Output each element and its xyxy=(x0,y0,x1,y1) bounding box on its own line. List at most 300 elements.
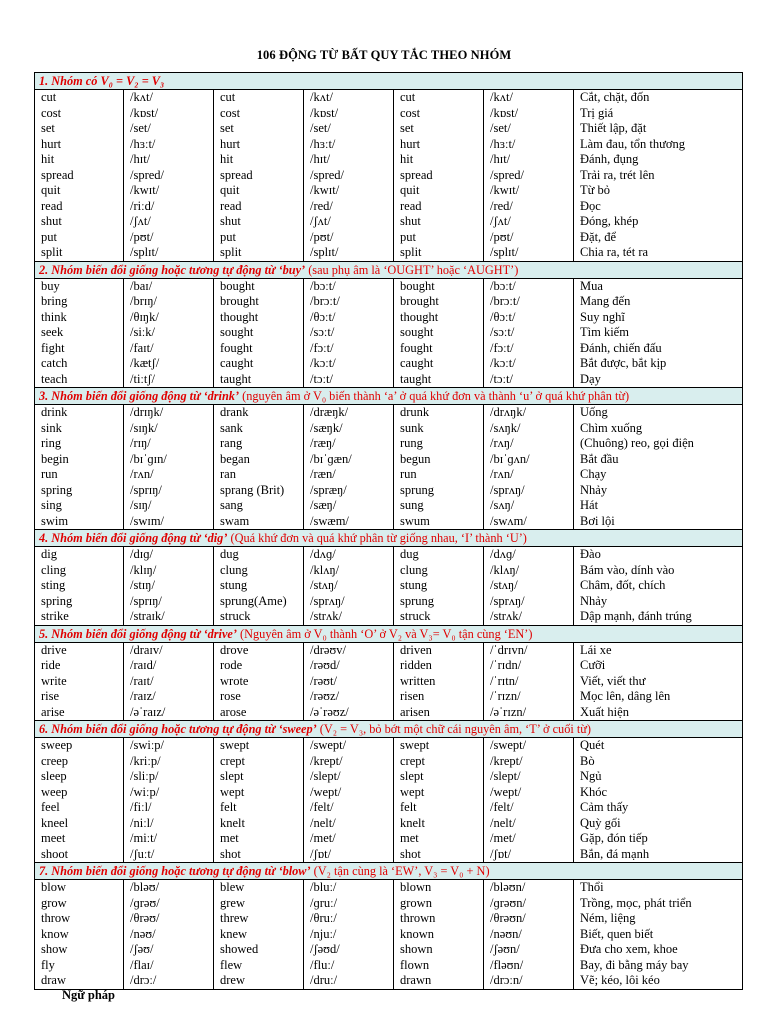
past-form-cell: ran xyxy=(214,467,304,483)
participle-form-cell: taught xyxy=(394,372,484,388)
past-form-cell: sought xyxy=(214,325,304,341)
base-form-cell: cost xyxy=(35,106,124,122)
base-form-cell: arise xyxy=(35,705,124,721)
base-form-cell: kneel xyxy=(35,816,124,832)
verb-row xyxy=(35,927,743,943)
base-form-cell: sink xyxy=(35,421,124,437)
meaning-cell: Đánh, đụng xyxy=(574,152,743,168)
participle-ipa-cell: /met/ xyxy=(484,831,574,847)
participle-form-cell: flown xyxy=(394,958,484,974)
base-form-cell: know xyxy=(35,927,124,943)
participle-form-cell: sprung xyxy=(394,483,484,499)
base-ipa-cell: /drɪŋk/ xyxy=(124,405,214,421)
past-form-cell: rode xyxy=(214,658,304,674)
meaning-cell: Đọc xyxy=(574,199,743,215)
base-ipa-cell: /ʃəʊ/ xyxy=(124,942,214,958)
meaning-cell: Ném, liệng xyxy=(574,911,743,927)
participle-ipa-cell: /ˈrɪdn/ xyxy=(484,658,574,674)
past-ipa-cell: /kʌt/ xyxy=(304,90,394,106)
participle-form-cell: driven xyxy=(394,642,484,658)
base-form-cell: write xyxy=(35,674,124,690)
meaning-cell: Châm, đốt, chích xyxy=(574,578,743,594)
base-ipa-cell: /nəʊ/ xyxy=(124,927,214,943)
base-ipa-cell: /bləʊ/ xyxy=(124,880,214,896)
meaning-cell: Uống xyxy=(574,405,743,421)
section-note: (V₂ = V₃, bỏ bớt một chữ cái nguyên âm, ‘T’ ở cuối từ) xyxy=(316,722,592,736)
base-ipa-cell: /sliːp/ xyxy=(124,769,214,785)
past-form-cell: shut xyxy=(214,214,304,230)
base-ipa-cell: /set/ xyxy=(124,121,214,137)
past-ipa-cell: /əˈrəʊz/ xyxy=(304,705,394,721)
meaning-cell: Thổi xyxy=(574,880,743,896)
verb-row xyxy=(35,880,743,896)
verb-row xyxy=(35,106,743,122)
base-ipa-cell: /bɪˈɡɪn/ xyxy=(124,452,214,468)
participle-ipa-cell: /drʌŋk/ xyxy=(484,405,574,421)
base-form-cell: fly xyxy=(35,958,124,974)
participle-ipa-cell: /wept/ xyxy=(484,785,574,801)
past-ipa-cell: /sɔːt/ xyxy=(304,325,394,341)
base-form-cell: cling xyxy=(35,563,124,579)
verb-row xyxy=(35,896,743,912)
past-ipa-cell: /set/ xyxy=(304,121,394,137)
past-ipa-cell: /wept/ xyxy=(304,785,394,801)
participle-ipa-cell: /stʌŋ/ xyxy=(484,578,574,594)
base-form-cell: sleep xyxy=(35,769,124,785)
verb-row xyxy=(35,816,743,832)
verb-row xyxy=(35,436,743,452)
verb-row xyxy=(35,356,743,372)
past-form-cell: felt xyxy=(214,800,304,816)
page-title: 106 ĐỘNG TỪ BẤT QUY TẮC THEO NHÓM xyxy=(256,48,512,62)
base-ipa-cell: /rɪŋ/ xyxy=(124,436,214,452)
base-form-cell: feel xyxy=(35,800,124,816)
participle-ipa-cell: /ˈdrɪvn/ xyxy=(484,642,574,658)
meaning-cell: Quỳ gối xyxy=(574,816,743,832)
past-ipa-cell: /ʃʌt/ xyxy=(304,214,394,230)
base-ipa-cell: /siːk/ xyxy=(124,325,214,341)
participle-form-cell: run xyxy=(394,467,484,483)
past-form-cell: blew xyxy=(214,880,304,896)
past-ipa-cell: /ʃɒt/ xyxy=(304,847,394,863)
base-ipa-cell: /sɪŋk/ xyxy=(124,421,214,437)
past-form-cell: knelt xyxy=(214,816,304,832)
participle-form-cell: thrown xyxy=(394,911,484,927)
past-form-cell: sang xyxy=(214,498,304,514)
participle-ipa-cell: /ˈrɪtn/ xyxy=(484,674,574,690)
verb-row xyxy=(35,514,743,530)
participle-ipa-cell: /sɔːt/ xyxy=(484,325,574,341)
participle-form-cell: swept xyxy=(394,738,484,754)
base-ipa-cell: /drɔː/ xyxy=(124,973,214,989)
meaning-cell: Hát xyxy=(574,498,743,514)
participle-form-cell: sung xyxy=(394,498,484,514)
section-header-cell xyxy=(35,261,743,278)
past-form-cell: swam xyxy=(214,514,304,530)
verb-row xyxy=(35,800,743,816)
base-form-cell: show xyxy=(35,942,124,958)
participle-form-cell: ridden xyxy=(394,658,484,674)
participle-form-cell: cut xyxy=(394,90,484,106)
participle-form-cell: met xyxy=(394,831,484,847)
past-form-cell: read xyxy=(214,199,304,215)
base-ipa-cell: /brɪŋ/ xyxy=(124,294,214,310)
meaning-cell: Bay, đi bằng máy bay xyxy=(574,958,743,974)
participle-form-cell: slept xyxy=(394,769,484,785)
base-form-cell: weep xyxy=(35,785,124,801)
participle-ipa-cell: /sprʌŋ/ xyxy=(484,483,574,499)
participle-ipa-cell: /swept/ xyxy=(484,738,574,754)
past-form-cell: wrote xyxy=(214,674,304,690)
past-form-cell: struck xyxy=(214,609,304,625)
participle-ipa-cell: /sʌŋ/ xyxy=(484,498,574,514)
meaning-cell: Mang đến xyxy=(574,294,743,310)
participle-form-cell: grown xyxy=(394,896,484,912)
base-form-cell: spring xyxy=(35,594,124,610)
meaning-cell: Bắt được, bắt kịp xyxy=(574,356,743,372)
participle-form-cell: swum xyxy=(394,514,484,530)
verb-row xyxy=(35,294,743,310)
meaning-cell: Xuất hiện xyxy=(574,705,743,721)
meaning-cell: Chia ra, tét ra xyxy=(574,245,743,261)
verb-row xyxy=(35,405,743,421)
verb-row xyxy=(35,594,743,610)
verb-row xyxy=(35,785,743,801)
participle-form-cell: felt xyxy=(394,800,484,816)
verb-row xyxy=(35,738,743,754)
meaning-cell: Lái xe xyxy=(574,642,743,658)
past-form-cell: drove xyxy=(214,642,304,658)
meaning-cell: Tìm kiếm xyxy=(574,325,743,341)
participle-ipa-cell: /dʌɡ/ xyxy=(484,547,574,563)
base-ipa-cell: /sprɪŋ/ xyxy=(124,594,214,610)
past-ipa-cell: /stʌŋ/ xyxy=(304,578,394,594)
participle-ipa-cell: /red/ xyxy=(484,199,574,215)
past-form-cell: spread xyxy=(214,168,304,184)
past-ipa-cell: /kwɪt/ xyxy=(304,183,394,199)
verb-row xyxy=(35,831,743,847)
meaning-cell: Nhảy xyxy=(574,483,743,499)
participle-form-cell: drunk xyxy=(394,405,484,421)
verb-row xyxy=(35,689,743,705)
base-ipa-cell: /swɪm/ xyxy=(124,514,214,530)
base-form-cell: swim xyxy=(35,514,124,530)
past-form-cell: shot xyxy=(214,847,304,863)
meaning-cell: Trải ra, trét lên xyxy=(574,168,743,184)
participle-form-cell: read xyxy=(394,199,484,215)
past-form-cell: taught xyxy=(214,372,304,388)
past-form-cell: hit xyxy=(214,152,304,168)
participle-ipa-cell: /ʃəʊn/ xyxy=(484,942,574,958)
footer-label: Ngữ pháp xyxy=(62,988,116,1002)
past-ipa-cell: /kɔːt/ xyxy=(304,356,394,372)
participle-ipa-cell: /əˈrɪzn/ xyxy=(484,705,574,721)
section-header xyxy=(35,863,743,880)
participle-form-cell: hit xyxy=(394,152,484,168)
base-ipa-cell: /pʊt/ xyxy=(124,230,214,246)
meaning-cell: Suy nghĩ xyxy=(574,310,743,326)
base-form-cell: hit xyxy=(35,152,124,168)
base-form-cell: drive xyxy=(35,642,124,658)
participle-form-cell: quit xyxy=(394,183,484,199)
meaning-cell: Cưỡi xyxy=(574,658,743,674)
base-form-cell: think xyxy=(35,310,124,326)
base-form-cell: run xyxy=(35,467,124,483)
past-form-cell: knew xyxy=(214,927,304,943)
section-heading: 6. Nhóm biến đổi giống hoặc tương tự động từ ‘sweep’ xyxy=(39,722,317,736)
past-form-cell: caught xyxy=(214,356,304,372)
section-header-cell xyxy=(35,721,743,738)
past-ipa-cell: /hɜːt/ xyxy=(304,137,394,153)
verb-row xyxy=(35,958,743,974)
participle-form-cell: blown xyxy=(394,880,484,896)
past-form-cell: showed xyxy=(214,942,304,958)
participle-form-cell: shown xyxy=(394,942,484,958)
base-ipa-cell: /θrəʊ/ xyxy=(124,911,214,927)
base-form-cell: shut xyxy=(35,214,124,230)
participle-ipa-cell: /kʌt/ xyxy=(484,90,574,106)
base-form-cell: read xyxy=(35,199,124,215)
participle-ipa-cell: /ˈrɪzn/ xyxy=(484,689,574,705)
meaning-cell: Từ bỏ xyxy=(574,183,743,199)
base-form-cell: fight xyxy=(35,341,124,357)
participle-form-cell: shut xyxy=(394,214,484,230)
participle-ipa-cell: /ʃɒt/ xyxy=(484,847,574,863)
meaning-cell: Vẽ; kéo, lôi kéo xyxy=(574,973,743,989)
past-ipa-cell: /sæŋk/ xyxy=(304,421,394,437)
verb-row xyxy=(35,658,743,674)
base-ipa-cell: /draɪv/ xyxy=(124,642,214,658)
participle-ipa-cell: /sprʌŋ/ xyxy=(484,594,574,610)
base-form-cell: cut xyxy=(35,90,124,106)
verb-row xyxy=(35,452,743,468)
past-form-cell: slept xyxy=(214,769,304,785)
meaning-cell: Đánh, chiến đấu xyxy=(574,341,743,357)
past-ipa-cell: /strʌk/ xyxy=(304,609,394,625)
past-form-cell: flew xyxy=(214,958,304,974)
base-ipa-cell: /straɪk/ xyxy=(124,609,214,625)
base-ipa-cell: /tiːtʃ/ xyxy=(124,372,214,388)
base-ipa-cell: /swiːp/ xyxy=(124,738,214,754)
section-header-cell xyxy=(35,388,743,405)
verb-row xyxy=(35,674,743,690)
meaning-cell: Nhảy xyxy=(574,594,743,610)
participle-form-cell: rung xyxy=(394,436,484,452)
past-ipa-cell: /fluː/ xyxy=(304,958,394,974)
verb-row xyxy=(35,942,743,958)
participle-ipa-cell: /bɪˈɡʌn/ xyxy=(484,452,574,468)
base-form-cell: rise xyxy=(35,689,124,705)
past-form-cell: sprang (Brit) xyxy=(214,483,304,499)
past-ipa-cell: /ræŋ/ xyxy=(304,436,394,452)
past-form-cell: wept xyxy=(214,785,304,801)
base-form-cell: hurt xyxy=(35,137,124,153)
base-form-cell: meet xyxy=(35,831,124,847)
meaning-cell: Đặt, để xyxy=(574,230,743,246)
participle-form-cell: split xyxy=(394,245,484,261)
past-ipa-cell: /ræn/ xyxy=(304,467,394,483)
meaning-cell: Bò xyxy=(574,754,743,770)
base-ipa-cell: /ɡrəʊ/ xyxy=(124,896,214,912)
base-form-cell: bring xyxy=(35,294,124,310)
section-heading: 2. Nhóm biến đổi giống hoặc tương tự động từ ‘buy’ xyxy=(39,262,306,277)
meaning-cell: Ngủ xyxy=(574,769,743,785)
past-form-cell: dug xyxy=(214,547,304,563)
past-ipa-cell: /dʌɡ/ xyxy=(304,547,394,563)
meaning-cell: Trồng, mọc, phát triển xyxy=(574,896,743,912)
verb-row xyxy=(35,911,743,927)
past-form-cell: brought xyxy=(214,294,304,310)
participle-ipa-cell: /spred/ xyxy=(484,168,574,184)
participle-form-cell: sought xyxy=(394,325,484,341)
meaning-cell: Đào xyxy=(574,547,743,563)
participle-ipa-cell: /swʌm/ xyxy=(484,514,574,530)
participle-form-cell: knelt xyxy=(394,816,484,832)
participle-ipa-cell: /bɔːt/ xyxy=(484,278,574,294)
participle-ipa-cell: /rʌŋ/ xyxy=(484,436,574,452)
meaning-cell: Mọc lên, dâng lên xyxy=(574,689,743,705)
base-form-cell: seek xyxy=(35,325,124,341)
participle-form-cell: put xyxy=(394,230,484,246)
section-note: (Nguyên âm ở V₀ thành ‘O’ ở V₂ và V₃= V₀ tận cùng ‘EN’) xyxy=(236,626,533,641)
participle-ipa-cell: /strʌk/ xyxy=(484,609,574,625)
verb-row xyxy=(35,121,743,137)
base-ipa-cell: /kwɪt/ xyxy=(124,183,214,199)
meaning-cell: Chạy xyxy=(574,467,743,483)
past-ipa-cell: /hɪt/ xyxy=(304,152,394,168)
base-ipa-cell: /ʃuːt/ xyxy=(124,847,214,863)
past-form-cell: thought xyxy=(214,310,304,326)
meaning-cell: Làm đau, tổn thương xyxy=(574,137,743,153)
participle-ipa-cell: /drɔːn/ xyxy=(484,973,574,989)
participle-form-cell: struck xyxy=(394,609,484,625)
section-heading: 1. Nhóm có V₀ = V₂ = V₃ xyxy=(39,74,165,88)
base-form-cell: quit xyxy=(35,183,124,199)
base-ipa-cell: /sɪŋ/ xyxy=(124,498,214,514)
base-ipa-cell: /rʌn/ xyxy=(124,467,214,483)
verb-row xyxy=(35,214,743,230)
base-form-cell: sing xyxy=(35,498,124,514)
base-ipa-cell: /fiːl/ xyxy=(124,800,214,816)
participle-form-cell: stung xyxy=(394,578,484,594)
verb-row xyxy=(35,578,743,594)
base-form-cell: buy xyxy=(35,278,124,294)
meaning-cell: Gặp, đón tiếp xyxy=(574,831,743,847)
past-form-cell: rose xyxy=(214,689,304,705)
participle-ipa-cell: /klʌŋ/ xyxy=(484,563,574,579)
participle-ipa-cell: /krept/ xyxy=(484,754,574,770)
past-form-cell: threw xyxy=(214,911,304,927)
past-ipa-cell: /bɪˈɡæn/ xyxy=(304,452,394,468)
past-ipa-cell: /bluː/ xyxy=(304,880,394,896)
past-ipa-cell: /pʊt/ xyxy=(304,230,394,246)
section-header xyxy=(35,625,743,642)
participle-ipa-cell: /tɔːt/ xyxy=(484,372,574,388)
base-ipa-cell: /hɪt/ xyxy=(124,152,214,168)
past-form-cell: put xyxy=(214,230,304,246)
base-form-cell: dig xyxy=(35,547,124,563)
base-ipa-cell: /stɪŋ/ xyxy=(124,578,214,594)
base-form-cell: sting xyxy=(35,578,124,594)
past-ipa-cell: /slept/ xyxy=(304,769,394,785)
meaning-cell: Thiết lập, đặt xyxy=(574,121,743,137)
base-ipa-cell: /miːt/ xyxy=(124,831,214,847)
base-ipa-cell: /sprɪŋ/ xyxy=(124,483,214,499)
meaning-cell: Chìm xuống xyxy=(574,421,743,437)
base-ipa-cell: /kætʃ/ xyxy=(124,356,214,372)
participle-ipa-cell: /hɜːt/ xyxy=(484,137,574,153)
past-form-cell: swept xyxy=(214,738,304,754)
past-form-cell: sprung(Ame) xyxy=(214,594,304,610)
past-form-cell: stung xyxy=(214,578,304,594)
participle-ipa-cell: /fləʊn/ xyxy=(484,958,574,974)
verb-row xyxy=(35,341,743,357)
meaning-cell: Biết, quen biết xyxy=(574,927,743,943)
meaning-cell: Bám vào, dính vào xyxy=(574,563,743,579)
section-header xyxy=(35,530,743,547)
section-header-cell xyxy=(35,625,743,642)
section-note: (Quá khứ đơn và quá khứ phân từ giống nhau, ‘I’ thành ‘U’) xyxy=(227,531,527,545)
base-form-cell: strike xyxy=(35,609,124,625)
meaning-cell: Dạy xyxy=(574,372,743,388)
participle-ipa-cell: /ʃʌt/ xyxy=(484,214,574,230)
participle-ipa-cell: /nelt/ xyxy=(484,816,574,832)
participle-form-cell: sunk xyxy=(394,421,484,437)
past-ipa-cell: /njuː/ xyxy=(304,927,394,943)
participle-ipa-cell: /felt/ xyxy=(484,800,574,816)
base-ipa-cell: /hɜːt/ xyxy=(124,137,214,153)
verb-row xyxy=(35,199,743,215)
past-ipa-cell: /nelt/ xyxy=(304,816,394,832)
verb-row xyxy=(35,642,743,658)
base-ipa-cell: /baɪ/ xyxy=(124,278,214,294)
section-header-cell xyxy=(35,73,743,90)
base-form-cell: begin xyxy=(35,452,124,468)
base-form-cell: drink xyxy=(35,405,124,421)
section-heading: 4. Nhóm biến đổi giống động từ ‘dig’ xyxy=(39,531,228,545)
base-ipa-cell: /splɪt/ xyxy=(124,245,214,261)
verb-row xyxy=(35,230,743,246)
past-ipa-cell: /swept/ xyxy=(304,738,394,754)
past-ipa-cell: /rəʊt/ xyxy=(304,674,394,690)
verb-row xyxy=(35,168,743,184)
verb-row xyxy=(35,325,743,341)
base-form-cell: teach xyxy=(35,372,124,388)
past-ipa-cell: /spræŋ/ xyxy=(304,483,394,499)
base-ipa-cell: /ʃʌt/ xyxy=(124,214,214,230)
section-note: (sau phụ âm là ‘OUGHT’ hoặc ‘AUGHT’) xyxy=(305,262,519,277)
past-ipa-cell: /dræŋk/ xyxy=(304,405,394,421)
participle-ipa-cell: /nəʊn/ xyxy=(484,927,574,943)
meaning-cell: Khóc xyxy=(574,785,743,801)
past-form-cell: drew xyxy=(214,973,304,989)
past-ipa-cell: /met/ xyxy=(304,831,394,847)
section-header xyxy=(35,388,743,405)
meaning-cell: Cắt, chặt, đốn xyxy=(574,90,743,106)
meaning-cell: Bắt đầu xyxy=(574,452,743,468)
section-header xyxy=(35,261,743,278)
past-ipa-cell: /klʌŋ/ xyxy=(304,563,394,579)
participle-ipa-cell: /kɒst/ xyxy=(484,106,574,122)
past-ipa-cell: /ɡruː/ xyxy=(304,896,394,912)
participle-form-cell: shot xyxy=(394,847,484,863)
base-form-cell: shoot xyxy=(35,847,124,863)
past-ipa-cell: /felt/ xyxy=(304,800,394,816)
past-ipa-cell: /splɪt/ xyxy=(304,245,394,261)
participle-ipa-cell: /fɔːt/ xyxy=(484,341,574,357)
base-form-cell: put xyxy=(35,230,124,246)
base-form-cell: catch xyxy=(35,356,124,372)
